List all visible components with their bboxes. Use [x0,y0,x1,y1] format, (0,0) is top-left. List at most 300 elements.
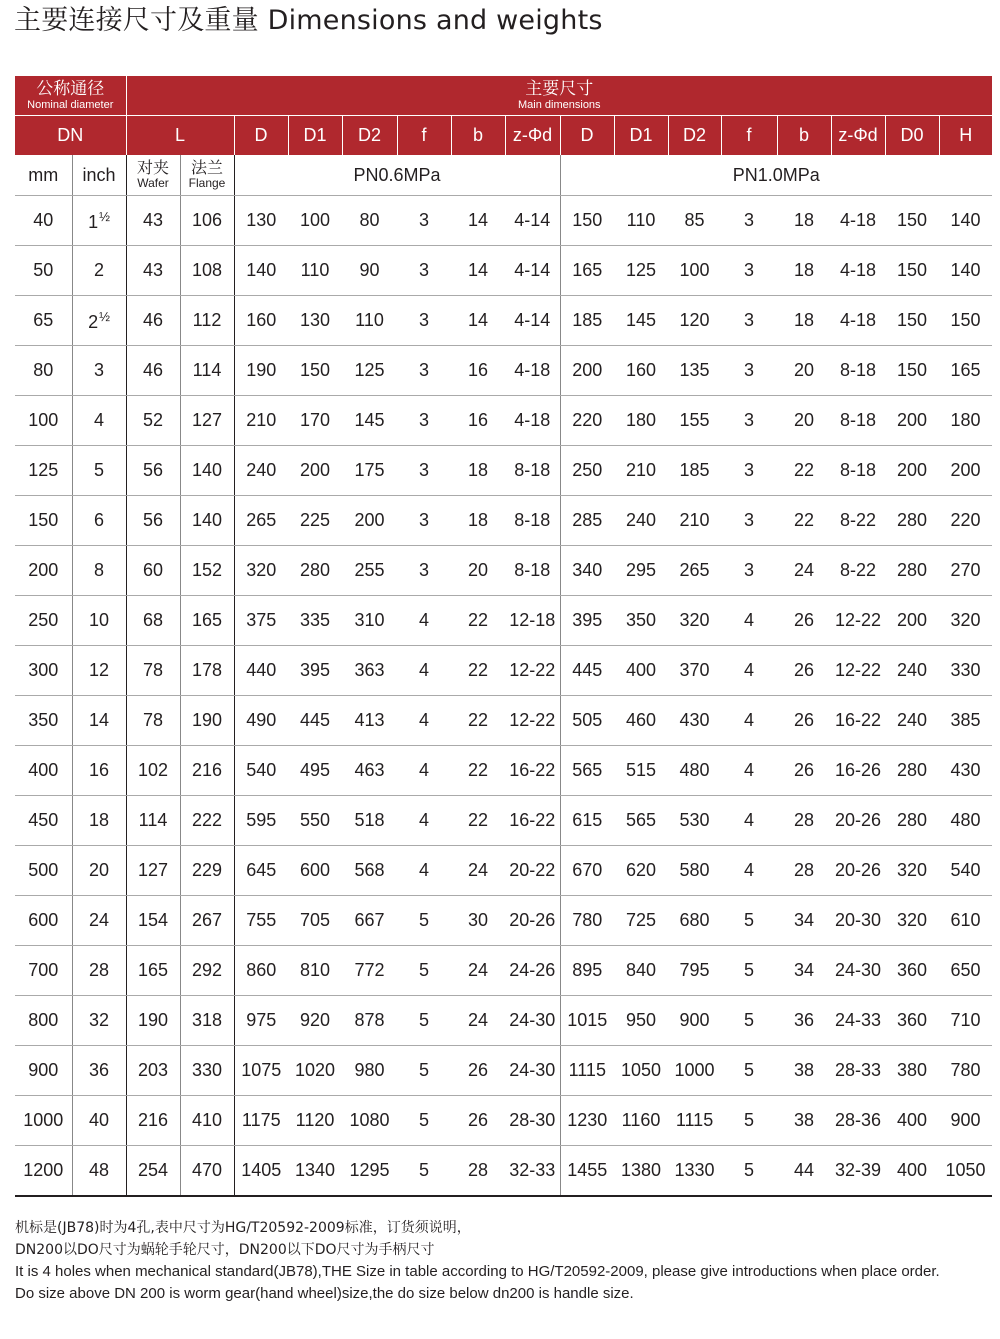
cell-d0: 150 [885,196,939,246]
cell-wafer: 52 [126,396,180,446]
cell-f-2: 4 [721,696,777,746]
cell-f-2: 4 [721,746,777,796]
cell-h: 140 [939,246,992,296]
cell-b-2: 26 [777,746,831,796]
cell-inch: 14 [72,696,126,746]
cell-d2: 772 [342,946,397,996]
cell-d1: 110 [288,246,342,296]
cell-z-2: 4-18 [831,296,885,346]
cell-d-2: 395 [560,596,614,646]
cell-wafer: 127 [126,846,180,896]
cell-z: 24-26 [505,946,560,996]
cell-f-2: 4 [721,596,777,646]
cell-f-2: 5 [721,946,777,996]
cell-mm: 350 [15,696,72,746]
cell-d0: 150 [885,296,939,346]
cell-inch: 6 [72,496,126,546]
cell-d-2: 615 [560,796,614,846]
cell-mm: 100 [15,396,72,446]
cell-z: 12-22 [505,646,560,696]
cell-z-2: 20-26 [831,846,885,896]
cell-mm: 900 [15,1046,72,1096]
cell-z-2: 12-22 [831,646,885,696]
cell-b: 18 [451,496,505,546]
cell-b: 14 [451,296,505,346]
cell-d-2: 1455 [560,1146,614,1197]
cell-d2: 145 [342,396,397,446]
cell-d2-2: 1330 [668,1146,721,1197]
unit-mm: mm [15,155,72,196]
cell-d-2: 200 [560,346,614,396]
cell-flange: 330 [180,1046,234,1096]
cell-d-2: 285 [560,496,614,546]
cell-d1-2: 620 [614,846,668,896]
table-row [15,796,992,846]
cell-mm: 150 [15,496,72,546]
cell-wafer: 154 [126,896,180,946]
cell-z: 32-33 [505,1146,560,1197]
cell-z-2: 16-26 [831,746,885,796]
cell-d2: 110 [342,296,397,346]
header-row-group [15,76,992,116]
cell-inch: 48 [72,1146,126,1197]
table-row [15,1146,992,1197]
cell-b: 16 [451,346,505,396]
cell-mm: 40 [15,196,72,246]
cell-d2: 1080 [342,1096,397,1146]
cell-d2-2: 120 [668,296,721,346]
cell-inch: 40 [72,1096,126,1146]
cell-d: 975 [234,996,288,1046]
cell-d0: 150 [885,346,939,396]
cell-f: 3 [397,396,451,446]
cell-z: 4-18 [505,346,560,396]
table-row [15,896,992,946]
main-dimensions-header: 主要尺寸 Main dimensions [126,76,992,116]
cell-z-2: 28-33 [831,1046,885,1096]
cell-d-2: 895 [560,946,614,996]
cell-d1-2: 460 [614,696,668,746]
cell-mm: 200 [15,546,72,596]
cell-b-2: 20 [777,346,831,396]
table-row [15,1046,992,1096]
cell-d1-2: 725 [614,896,668,946]
cell-h: 385 [939,696,992,746]
cell-f-2: 3 [721,196,777,246]
cell-b: 24 [451,946,505,996]
cell-f: 5 [397,946,451,996]
cell-b: 20 [451,546,505,596]
cell-d1: 280 [288,546,342,596]
cell-d1: 225 [288,496,342,546]
cell-d2-2: 85 [668,196,721,246]
cell-d0: 400 [885,1096,939,1146]
cell-flange: 190 [180,696,234,746]
cell-d2-2: 265 [668,546,721,596]
cell-d: 1405 [234,1146,288,1197]
cell-mm: 800 [15,996,72,1046]
cell-d: 755 [234,896,288,946]
cell-d0: 200 [885,596,939,646]
cell-z: 16-22 [505,746,560,796]
cell-d: 595 [234,796,288,846]
cell-d0: 380 [885,1046,939,1096]
cell-f-2: 3 [721,496,777,546]
cell-z-2: 4-18 [831,246,885,296]
col-header-dn: DN [15,116,126,156]
cell-f-2: 4 [721,846,777,896]
cell-b-2: 28 [777,796,831,846]
cell-b: 28 [451,1146,505,1197]
cell-f-2: 5 [721,996,777,1046]
cell-d-2: 670 [560,846,614,896]
cell-f: 4 [397,646,451,696]
cell-d-2: 1230 [560,1096,614,1146]
col-header-h: H [939,116,992,156]
cell-mm: 500 [15,846,72,896]
cell-inch: 18 [72,796,126,846]
cell-d0: 360 [885,996,939,1046]
cell-b: 14 [451,246,505,296]
cell-flange: 152 [180,546,234,596]
cell-f: 4 [397,596,451,646]
table-row [15,996,992,1046]
cell-d: 645 [234,846,288,896]
unit-flange: 法兰 Flange [180,155,234,196]
cell-d1: 1120 [288,1096,342,1146]
cell-wafer: 216 [126,1096,180,1146]
cell-b-2: 18 [777,196,831,246]
cell-h: 320 [939,596,992,646]
cell-d1-2: 515 [614,746,668,796]
cell-b: 30 [451,896,505,946]
cell-d1: 705 [288,896,342,946]
cell-mm: 1200 [15,1146,72,1197]
cell-d2-2: 1000 [668,1046,721,1096]
cell-z: 24-30 [505,1046,560,1096]
cell-inch: 24 [72,896,126,946]
cell-wafer: 68 [126,596,180,646]
table-row [15,546,992,596]
table-row [15,446,992,496]
cell-d2-2: 480 [668,746,721,796]
cell-d: 440 [234,646,288,696]
unit-inch: inch [72,155,126,196]
col-header-z-phid: z-Φd [505,116,560,156]
cell-z: 16-22 [505,796,560,846]
cell-h: 650 [939,946,992,996]
cell-wafer: 46 [126,346,180,396]
cell-d1: 600 [288,846,342,896]
cell-d2: 667 [342,896,397,946]
col-header-d1-2: D1 [614,116,668,156]
cell-z-2: 28-36 [831,1096,885,1146]
cell-b-2: 38 [777,1046,831,1096]
cell-wafer: 203 [126,1046,180,1096]
cell-z-2: 24-33 [831,996,885,1046]
cell-d0: 150 [885,246,939,296]
cell-d-2: 1015 [560,996,614,1046]
cell-mm: 50 [15,246,72,296]
cell-d1-2: 950 [614,996,668,1046]
cell-d1: 335 [288,596,342,646]
cell-d: 160 [234,296,288,346]
cell-d1: 1340 [288,1146,342,1197]
cell-f: 3 [397,446,451,496]
cell-h: 1050 [939,1146,992,1197]
cell-f-2: 4 [721,646,777,696]
cell-flange: 112 [180,296,234,346]
cell-d-2: 165 [560,246,614,296]
cell-z: 4-14 [505,246,560,296]
cell-inch: 36 [72,1046,126,1096]
nominal-diameter-header: 公称通径 Nominal diameter [15,76,126,116]
cell-d0: 240 [885,696,939,746]
cell-z-2: 4-18 [831,196,885,246]
cell-z-2: 8-18 [831,396,885,446]
cell-f-2: 5 [721,1146,777,1197]
col-header-b-2: b [777,116,831,156]
cell-inch: 28 [72,946,126,996]
cell-d: 860 [234,946,288,996]
cell-d1-2: 180 [614,396,668,446]
cell-inch: $2^{\frac{1}{2}}$ [72,296,126,346]
cell-z: 4-14 [505,296,560,346]
cell-d1: 200 [288,446,342,496]
cell-b: 22 [451,796,505,846]
cell-d2: 125 [342,346,397,396]
table-row [15,496,992,546]
table-row [15,196,992,246]
cell-d2-2: 370 [668,646,721,696]
cell-f: 3 [397,296,451,346]
cell-d1-2: 350 [614,596,668,646]
cell-d2-2: 185 [668,446,721,496]
cell-mm: 250 [15,596,72,646]
cell-b-2: 22 [777,496,831,546]
col-header-l: L [126,116,234,156]
cell-flange: 410 [180,1096,234,1146]
cell-f: 4 [397,846,451,896]
col-header-d2: D2 [342,116,397,156]
cell-d1-2: 400 [614,646,668,696]
cell-f: 5 [397,1096,451,1146]
cell-f-2: 5 [721,896,777,946]
cell-inch: 16 [72,746,126,796]
cell-z-2: 20-26 [831,796,885,846]
cell-wafer: 56 [126,496,180,546]
cell-f-2: 5 [721,1096,777,1146]
cell-z: 20-26 [505,896,560,946]
cell-d2: 1295 [342,1146,397,1197]
cell-b-2: 22 [777,446,831,496]
table-row [15,696,992,746]
cell-b: 14 [451,196,505,246]
cell-f-2: 5 [721,1046,777,1096]
cell-d1-2: 240 [614,496,668,546]
cell-b: 22 [451,746,505,796]
cell-d1-2: 1160 [614,1096,668,1146]
cell-d0: 360 [885,946,939,996]
cell-h: 330 [939,646,992,696]
table-row [15,346,992,396]
cell-d2-2: 210 [668,496,721,546]
cell-b-2: 18 [777,296,831,346]
cell-h: 710 [939,996,992,1046]
cell-z: 24-30 [505,996,560,1046]
table-row [15,296,992,346]
cell-d0: 200 [885,396,939,446]
cell-inch: 2 [72,246,126,296]
cell-mm: 300 [15,646,72,696]
cell-flange: 267 [180,896,234,946]
cell-inch: 10 [72,596,126,646]
cell-flange: 318 [180,996,234,1046]
cell-d0: 280 [885,546,939,596]
cell-d-2: 565 [560,746,614,796]
cell-d-2: 1115 [560,1046,614,1096]
cell-d-2: 250 [560,446,614,496]
table-row [15,1096,992,1146]
cell-z: 20-22 [505,846,560,896]
cell-b: 16 [451,396,505,446]
note-line: It is 4 holes when mechanical standard(JB78),THE Size in table according to HG/T20592-2009, please give introductions when place order. [15,1263,940,1280]
cell-d0: 400 [885,1146,939,1197]
cell-inch: 5 [72,446,126,496]
cell-flange: 216 [180,746,234,796]
cell-b-2: 26 [777,696,831,746]
cell-flange: 140 [180,496,234,546]
cell-inch: 20 [72,846,126,896]
cell-d: 490 [234,696,288,746]
cell-flange: 178 [180,646,234,696]
cell-d0: 280 [885,796,939,846]
cell-d1-2: 840 [614,946,668,996]
col-header-d-2: D [560,116,614,156]
cell-flange: 140 [180,446,234,496]
col-header-d: D [234,116,288,156]
page-title: 主要连接尺寸及重量 Dimensions and weights [14,5,603,36]
cell-f-2: 3 [721,396,777,446]
cell-d-2: 150 [560,196,614,246]
col-header-d0: D0 [885,116,939,156]
cell-f: 5 [397,896,451,946]
cell-z-2: 24-30 [831,946,885,996]
cell-d2: 80 [342,196,397,246]
cell-flange: 229 [180,846,234,896]
cell-b-2: 38 [777,1096,831,1146]
cell-h: 150 [939,296,992,346]
cell-flange: 470 [180,1146,234,1197]
table-row [15,646,992,696]
cell-d1-2: 125 [614,246,668,296]
cell-wafer: 190 [126,996,180,1046]
cell-d2: 463 [342,746,397,796]
cell-d2-2: 1115 [668,1096,721,1146]
cell-h: 220 [939,496,992,546]
cell-mm: 400 [15,746,72,796]
cell-d: 265 [234,496,288,546]
cell-d2-2: 580 [668,846,721,896]
cell-d1-2: 1050 [614,1046,668,1096]
cell-f: 5 [397,1146,451,1197]
footnotes [15,1218,940,1304]
cell-h: 200 [939,446,992,496]
cell-d: 540 [234,746,288,796]
cell-f-2: 3 [721,346,777,396]
cell-d2: 980 [342,1046,397,1096]
cell-d1-2: 1380 [614,1146,668,1197]
cell-b-2: 20 [777,396,831,446]
cell-d: 130 [234,196,288,246]
cell-d: 240 [234,446,288,496]
cell-d0: 320 [885,896,939,946]
cell-inch: $1^{\frac{1}{2}}$ [72,196,126,246]
cell-flange: 165 [180,596,234,646]
cell-d0: 320 [885,846,939,896]
cell-d: 320 [234,546,288,596]
cell-d2-2: 680 [668,896,721,946]
cell-z-2: 8-22 [831,496,885,546]
unit-wafer: 对夹 Wafer [126,155,180,196]
cell-h: 480 [939,796,992,846]
dimensions-table [15,76,992,1197]
cell-f: 4 [397,796,451,846]
cell-mm: 65 [15,296,72,346]
inch-fraction: ½ [99,308,110,324]
cell-f-2: 3 [721,296,777,346]
cell-d2: 200 [342,496,397,546]
cell-z: 12-22 [505,696,560,746]
cell-d1-2: 210 [614,446,668,496]
cell-d2: 878 [342,996,397,1046]
table-row [15,596,992,646]
cell-z-2: 8-18 [831,346,885,396]
cell-b-2: 28 [777,846,831,896]
cell-d-2: 445 [560,646,614,696]
cell-b: 24 [451,846,505,896]
cell-d1: 550 [288,796,342,846]
cell-h: 540 [939,846,992,896]
col-header-d2-2: D2 [668,116,721,156]
cell-d2-2: 795 [668,946,721,996]
table-row [15,946,992,996]
cell-d1: 130 [288,296,342,346]
cell-d1: 150 [288,346,342,396]
units-row [15,155,992,196]
cell-d: 1075 [234,1046,288,1096]
cell-wafer: 56 [126,446,180,496]
cell-d1-2: 160 [614,346,668,396]
cell-d2: 518 [342,796,397,846]
cell-wafer: 254 [126,1146,180,1197]
cell-mm: 125 [15,446,72,496]
note-line: DN200以DO尺寸为蜗轮手轮尺寸，DN200以下DO尺寸为手柄尺寸 [15,1241,435,1258]
cell-z: 8-18 [505,446,560,496]
cell-wafer: 43 [126,246,180,296]
cell-f: 3 [397,196,451,246]
cell-b-2: 24 [777,546,831,596]
cell-d-2: 340 [560,546,614,596]
cell-b-2: 36 [777,996,831,1046]
cell-d1-2: 145 [614,296,668,346]
cell-f: 4 [397,696,451,746]
cell-d2-2: 100 [668,246,721,296]
cell-d1-2: 565 [614,796,668,846]
header-row-columns [15,116,992,156]
cell-wafer: 78 [126,646,180,696]
col-header-z-phid-2: z-Φd [831,116,885,156]
